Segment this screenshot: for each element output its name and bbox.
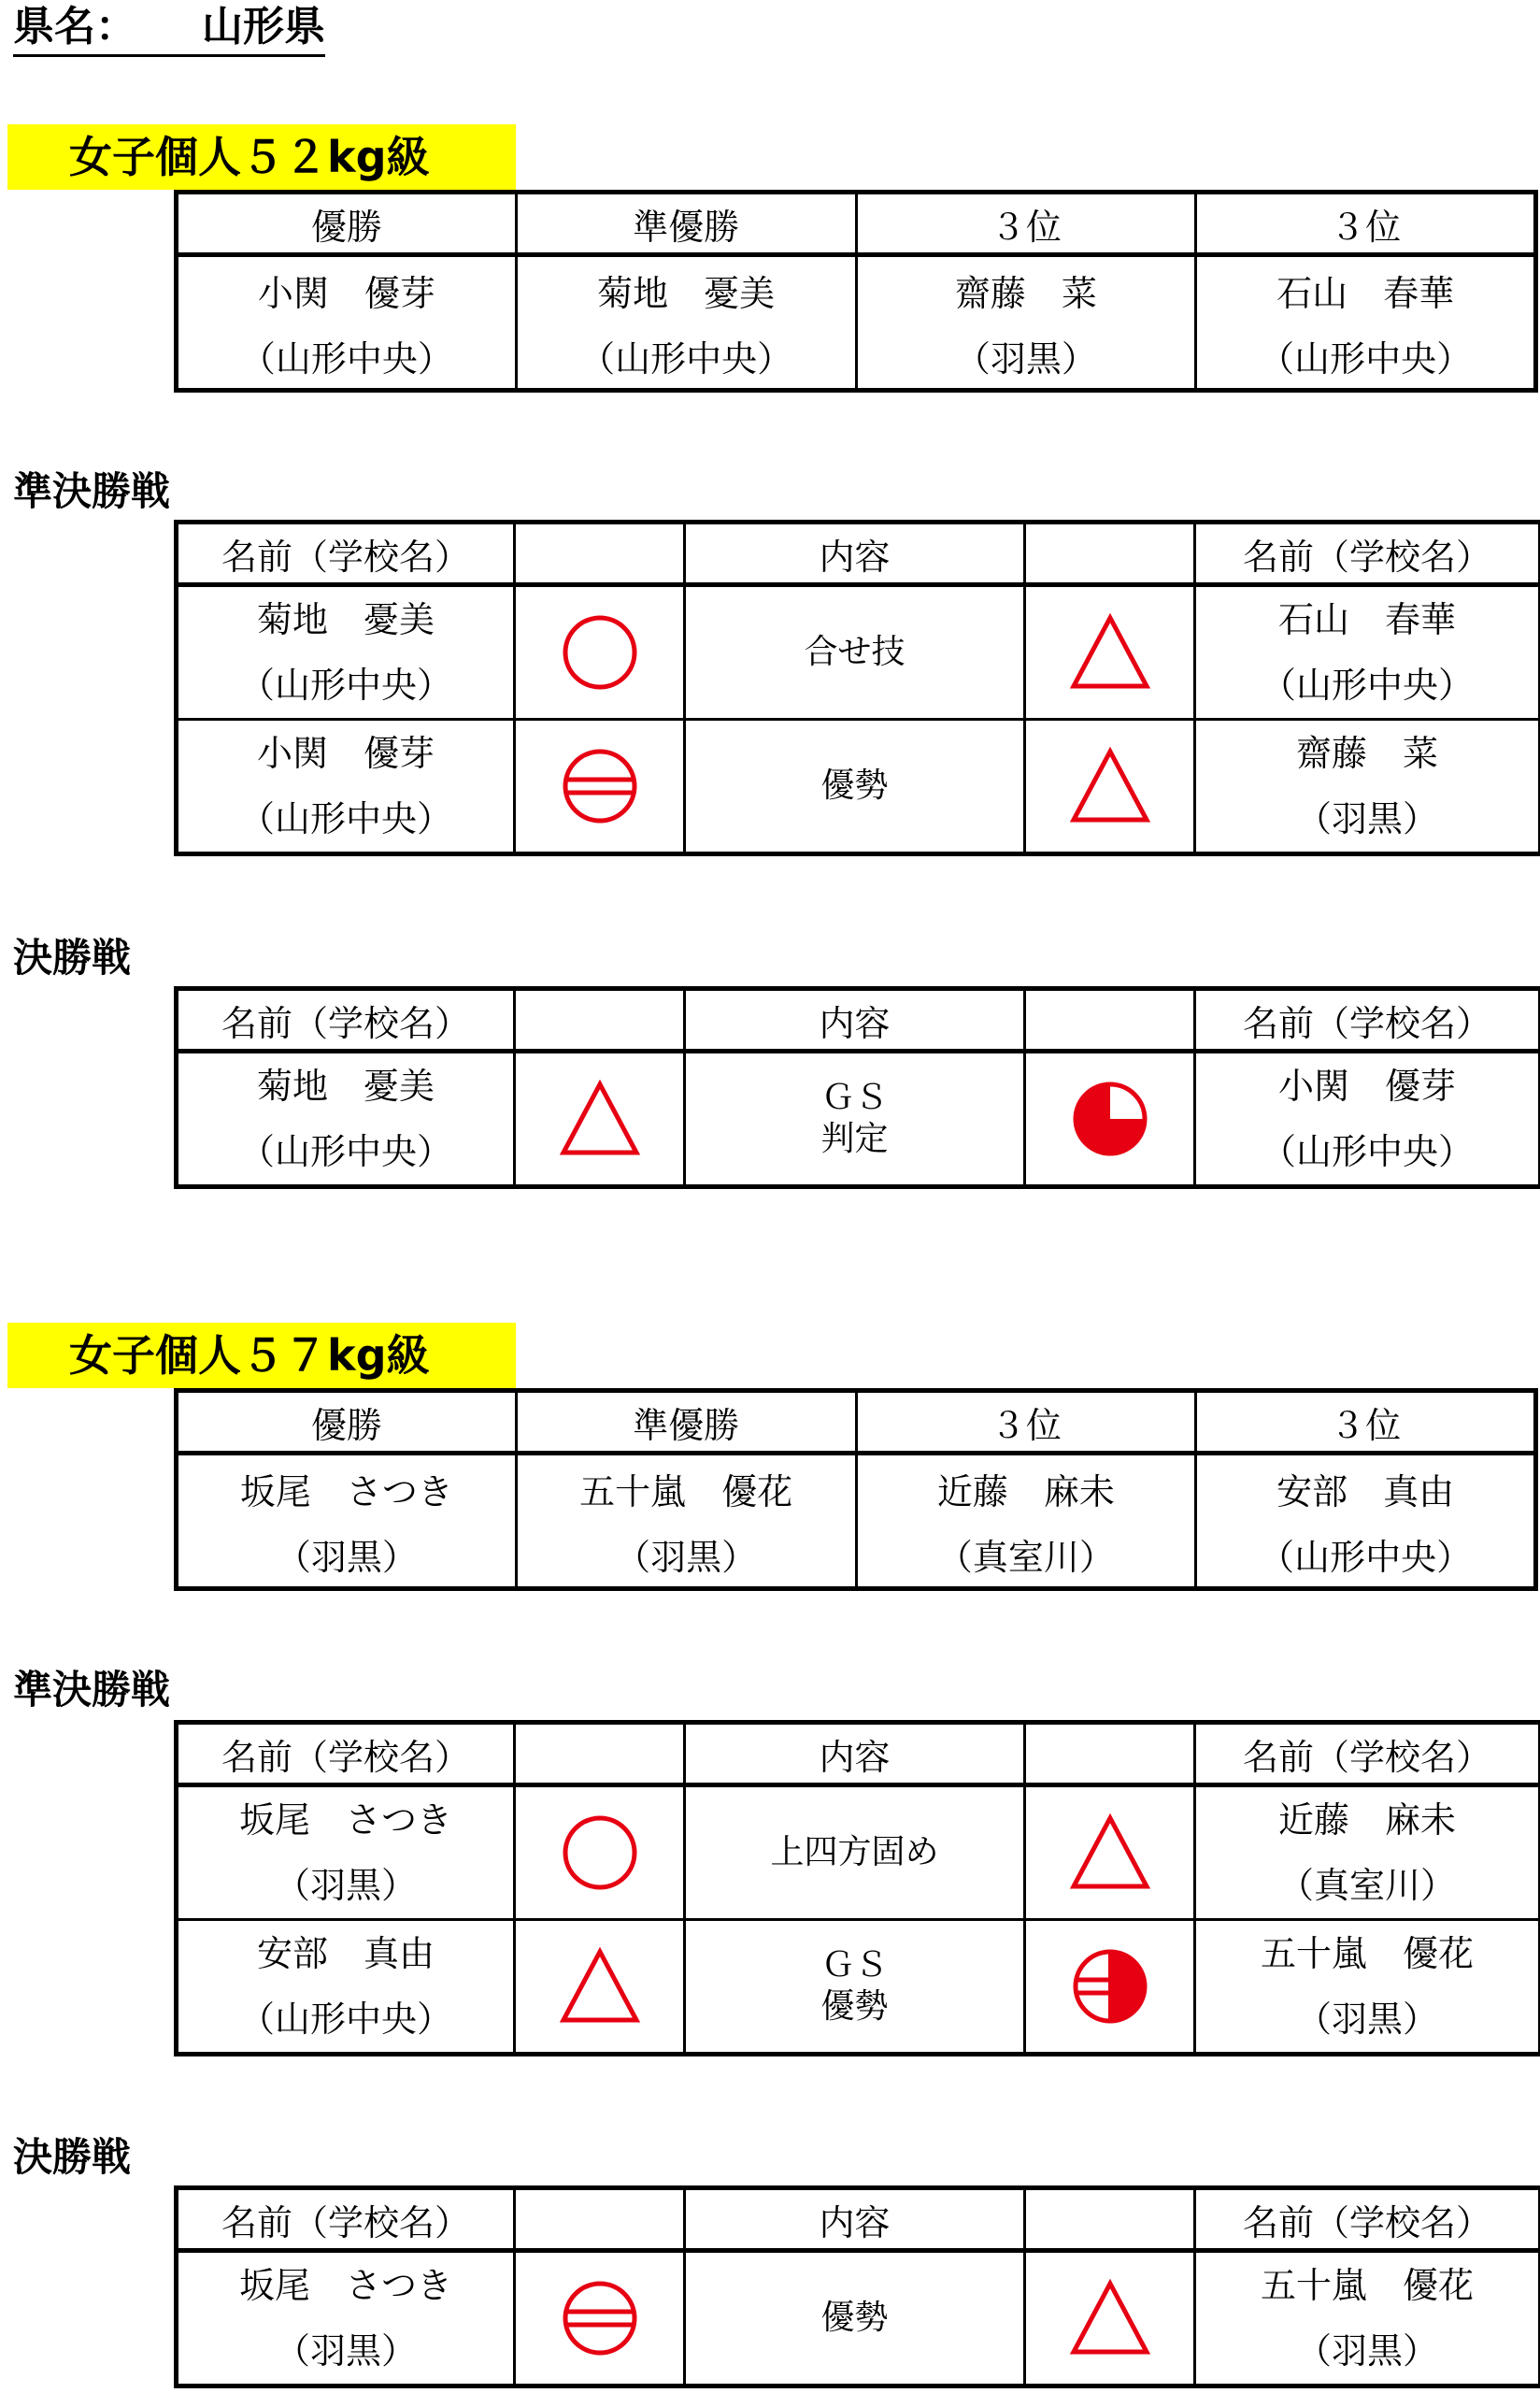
player-name: 近藤 麻未	[1277, 1799, 1456, 1841]
player-school: （羽黒）	[1295, 1999, 1438, 2040]
match-content	[685, 2251, 1025, 2386]
result-name: 安部 真由	[1196, 1454, 1536, 1522]
result-school: （山形中央）	[177, 322, 517, 391]
header-content: 内容	[685, 2188, 1025, 2251]
player-school: （羽黒）	[1295, 798, 1438, 839]
right-mark	[1025, 720, 1195, 854]
header-third: ３位	[856, 1391, 1196, 1454]
match-content	[685, 720, 1025, 854]
player-name: 石山 春華	[1277, 599, 1456, 640]
prefecture-name: 山形県	[202, 3, 325, 50]
content-line: 優勢	[820, 2299, 889, 2337]
header-runner-up: 準優勝	[516, 1391, 856, 1454]
division-title: 女子個人５２kg級	[7, 124, 516, 190]
content-line: ＧＳ	[820, 1079, 889, 1117]
header-content: 内容	[685, 523, 1025, 585]
result-name: 齋藤 菜	[856, 255, 1196, 323]
player-name: 坂尾 さつき	[238, 2265, 452, 2306]
content-line: ＧＳ	[820, 1946, 889, 1985]
result-school: （山形中央）	[1196, 1521, 1536, 1589]
final-table	[174, 986, 1540, 1189]
results-table	[174, 190, 1538, 393]
semifinal-title: 準決勝戦	[13, 1667, 171, 1712]
right-mark	[1025, 1052, 1195, 1187]
player-name: 小関 優芽	[1277, 1066, 1456, 1107]
left-player	[177, 2251, 515, 2386]
player-name: 安部 真由	[256, 1933, 435, 1974]
left-player	[177, 1920, 515, 2055]
player-school: （山形中央）	[1260, 1131, 1474, 1172]
player-name: 五十嵐 優花	[1260, 1933, 1474, 1974]
right-player	[1195, 1920, 1540, 2055]
player-school: （羽黒）	[274, 1865, 417, 1906]
three-quarter-filled-circle-icon	[1071, 1080, 1149, 1158]
player-school: （山形中央）	[238, 798, 452, 839]
triangle-icon	[558, 1947, 642, 2026]
header-third: ３位	[1196, 1391, 1536, 1454]
header-name: 名前（学校名）	[177, 989, 515, 1052]
left-mark	[515, 720, 685, 854]
player-name: 菊地 憂美	[256, 599, 435, 640]
player-name: 菊地 憂美	[256, 1066, 435, 1107]
result-school: （羽黒）	[516, 1521, 856, 1589]
result-name: 坂尾 さつき	[177, 1454, 517, 1522]
triangle-icon	[1068, 1813, 1152, 1892]
result-name: 小関 優芽	[177, 255, 517, 323]
result-school: （山形中央）	[1196, 322, 1536, 391]
match-content	[685, 1920, 1025, 2055]
final-title: 決勝戦	[13, 2134, 132, 2180]
result-school: （羽黒）	[856, 322, 1196, 391]
content-line: 優勢	[820, 1987, 889, 2026]
left-player	[177, 720, 515, 854]
header-name: 名前（学校名）	[1195, 1723, 1540, 1785]
division-title: 女子個人５７kg級	[7, 1323, 516, 1388]
content-line: 判定	[820, 1120, 889, 1158]
circle-icon	[561, 1813, 639, 1892]
result-name: 菊地 憂美	[516, 255, 856, 323]
header-name: 名前（学校名）	[177, 1723, 515, 1785]
final-table	[174, 2185, 1540, 2388]
left-mark	[515, 1785, 685, 1920]
header-third: ３位	[856, 193, 1196, 255]
left-mark	[515, 1920, 685, 2055]
result-name: 五十嵐 優花	[516, 1454, 856, 1522]
match-content	[685, 1052, 1025, 1187]
triangle-icon	[1068, 613, 1152, 692]
content-line: 優勢	[820, 767, 889, 805]
double-line-circle-icon	[561, 747, 639, 825]
player-school: （羽黒）	[274, 2330, 417, 2372]
header-winner: 優勝	[177, 193, 517, 255]
match-content	[685, 1785, 1025, 1920]
final-title: 決勝戦	[13, 935, 132, 981]
player-school: （山形中央）	[238, 665, 452, 706]
header-name: 名前（学校名）	[177, 523, 515, 585]
header-name: 名前（学校名）	[177, 2188, 515, 2251]
player-school: （山形中央）	[1260, 665, 1474, 706]
left-mark	[515, 1052, 685, 1187]
right-player	[1195, 720, 1540, 854]
result-name: 近藤 麻未	[856, 1454, 1196, 1522]
player-name: 齋藤 菜	[1295, 733, 1438, 774]
header-name: 名前（学校名）	[1195, 523, 1540, 585]
left-player	[177, 1785, 515, 1920]
header-name: 名前（学校名）	[1195, 989, 1540, 1052]
left-player	[177, 585, 515, 720]
right-mark	[1025, 2251, 1195, 2386]
player-name: 坂尾 さつき	[238, 1799, 452, 1841]
left-mark	[515, 2251, 685, 2386]
left-mark	[515, 585, 685, 720]
right-player	[1195, 1052, 1540, 1187]
player-name: 小関 優芽	[256, 733, 435, 774]
header-content: 内容	[685, 1723, 1025, 1785]
triangle-icon	[558, 1080, 642, 1158]
right-mark	[1025, 585, 1195, 720]
double-line-circle-icon	[561, 2279, 639, 2357]
circle-icon	[561, 613, 639, 692]
content-line: 上四方固め	[770, 1833, 939, 1871]
semifinal-table	[174, 520, 1540, 856]
header-content: 内容	[685, 989, 1025, 1052]
header-winner: 優勝	[177, 1391, 517, 1454]
prefecture-label: 県名：	[13, 3, 136, 50]
result-name: 石山 春華	[1196, 255, 1536, 323]
player-school: （羽黒）	[1295, 2330, 1438, 2372]
results-table	[174, 1388, 1538, 1591]
player-school: （真室川）	[1277, 1865, 1456, 1906]
right-mark	[1025, 1920, 1195, 2055]
semifinal-title: 準決勝戦	[13, 468, 171, 514]
right-player	[1195, 2251, 1540, 2386]
left-player	[177, 1052, 515, 1187]
right-player	[1195, 1785, 1540, 1920]
result-school: （山形中央）	[516, 322, 856, 391]
content-line: 合せ技	[804, 633, 905, 671]
player-name: 五十嵐 優花	[1260, 2265, 1474, 2306]
prefecture-heading	[13, 2, 325, 57]
result-school: （真室川）	[856, 1521, 1196, 1589]
semifinal-table	[174, 1720, 1540, 2056]
right-player	[1195, 585, 1540, 720]
header-name: 名前（学校名）	[1195, 2188, 1540, 2251]
right-mark	[1025, 1785, 1195, 1920]
player-school: （山形中央）	[238, 1131, 452, 1172]
triangle-icon	[1068, 747, 1152, 825]
half-filled-line-circle-icon	[1071, 1947, 1149, 2026]
result-school: （羽黒）	[177, 1521, 517, 1589]
triangle-icon	[1068, 2279, 1152, 2357]
player-school: （山形中央）	[238, 1999, 452, 2040]
header-runner-up: 準優勝	[516, 193, 856, 255]
match-content	[685, 585, 1025, 720]
header-third: ３位	[1196, 193, 1536, 255]
